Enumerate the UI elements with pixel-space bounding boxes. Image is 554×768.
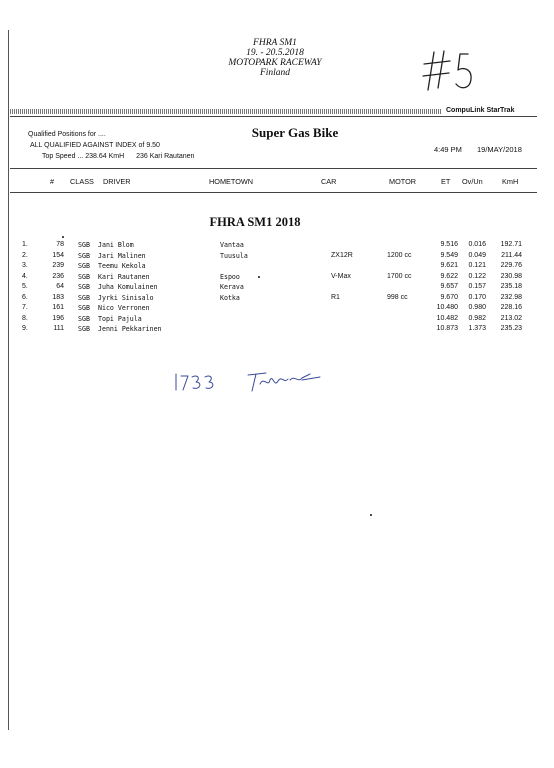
result-pos: 1.: [22, 241, 28, 248]
result-ovun: 0.157: [468, 283, 486, 290]
event-venue: MOTOPARK RACEWAY: [228, 58, 322, 68]
table-row: [0, 282, 554, 292]
result-number: 196: [52, 314, 64, 322]
result-et: 10.873: [436, 325, 458, 332]
col-header-driver: DRIVER: [103, 177, 131, 186]
result-number: 111: [53, 325, 64, 332]
result-class: SGB: [78, 241, 90, 249]
scan-speck: [62, 236, 64, 238]
result-number: 236: [52, 272, 64, 280]
print-time: 4:49 PM: [434, 145, 462, 154]
result-ovun: 0.980: [468, 304, 486, 311]
result-driver: Topi Pajula: [98, 314, 142, 323]
result-number: 64: [56, 283, 64, 290]
top-speed-label: Top Speed ...: [42, 153, 84, 160]
col-header-motor: MOTOR: [389, 177, 417, 186]
result-car: R1: [331, 293, 340, 301]
col-header-et: ET: [441, 177, 451, 186]
result-driver: Teemu Kekola: [98, 262, 146, 270]
top-speed-unit: KmH: [108, 153, 125, 160]
result-motor: 998 cc: [387, 293, 408, 301]
result-pos: 8.: [22, 314, 28, 322]
event-name: FHRA SM1: [253, 38, 297, 48]
result-kmh: 213.02: [500, 314, 522, 322]
result-class: SGB: [78, 262, 90, 270]
result-driver: Jenni Pekkarinen: [98, 325, 162, 333]
result-ovun: 1.373: [468, 325, 486, 332]
result-et: 9.549: [440, 251, 458, 259]
result-class: SGB: [78, 325, 90, 333]
result-car: ZX12R: [331, 251, 353, 259]
table-row: [0, 303, 554, 313]
result-kmh: 229.76: [500, 262, 522, 269]
result-class: SGB: [78, 293, 90, 302]
table-row: [0, 240, 554, 250]
table-row: [0, 324, 554, 334]
result-pos: 3.: [22, 262, 28, 269]
result-kmh: 235.18: [500, 283, 522, 290]
result-class: SGB: [78, 314, 90, 323]
index-label: ALL QUALIFIED AGAINST INDEX of: [30, 142, 145, 149]
col-header-kmh: KmH: [502, 177, 519, 186]
result-et: 10.480: [436, 304, 458, 311]
result-kmh: 211.44: [501, 251, 522, 259]
result-hometown: Kotka: [220, 293, 240, 302]
table-row: [0, 251, 554, 261]
result-number: 154: [52, 251, 64, 259]
result-et: 9.621: [440, 262, 458, 269]
result-pos: 5.: [22, 283, 28, 290]
result-car: V-Max: [331, 272, 351, 280]
header-divider: [10, 116, 537, 117]
result-class: SGB: [78, 283, 90, 291]
result-number: 78: [56, 241, 64, 248]
result-hometown: Vantaa: [220, 241, 244, 249]
result-kmh: 192.71: [500, 241, 522, 248]
handwritten-signature: [170, 366, 340, 396]
result-pos: 2.: [22, 251, 28, 259]
section-title: FHRA SM1 2018: [209, 215, 301, 229]
header-dotted-rule: [10, 109, 442, 114]
table-row: [0, 261, 554, 271]
col-header-num: #: [50, 177, 55, 186]
result-et: 9.670: [440, 293, 458, 301]
result-et: 9.516: [440, 241, 458, 248]
result-driver: Juha Komulainen: [98, 283, 158, 291]
timing-system-label: CompuLink StarTrak: [446, 107, 515, 114]
result-driver: Nico Verronen: [98, 304, 150, 312]
result-kmh: 232.98: [500, 293, 522, 301]
table-row: [0, 293, 554, 303]
col-header-car: CAR: [321, 177, 337, 186]
result-hometown: Tuusula: [220, 251, 248, 260]
result-kmh: 228.16: [500, 304, 522, 311]
result-number: 161: [52, 304, 64, 311]
column-header-bottom-rule: [10, 192, 537, 193]
event-header: [180, 38, 370, 78]
col-header-ovun: Ov/Un: [462, 177, 483, 186]
result-driver: Jari Malinen: [98, 251, 146, 260]
event-country: Finland: [259, 68, 291, 78]
result-class: SGB: [78, 304, 90, 312]
result-driver: Jyrki Sinisalo: [98, 293, 154, 302]
result-number: 183: [52, 293, 64, 301]
table-row: [0, 272, 554, 282]
index-value: 9.50: [146, 142, 160, 149]
result-et: 10.482: [436, 314, 458, 322]
result-motor: 1200 cc: [387, 251, 412, 259]
result-class: SGB: [78, 272, 90, 281]
top-speed-number: 236: [136, 153, 148, 160]
result-ovun: 0.016: [468, 241, 486, 248]
table-row: [0, 314, 554, 324]
qualifying-info: [28, 129, 194, 162]
column-header-top-rule: [10, 168, 537, 169]
result-ovun: 0.170: [468, 293, 486, 301]
result-hometown: Espoo: [220, 272, 240, 281]
class-title: Super Gas Bike: [251, 125, 339, 140]
result-motor: 1700 cc: [387, 272, 412, 280]
event-dates: 19. - 20.5.2018: [246, 48, 304, 58]
result-number: 239: [52, 262, 64, 269]
handwritten-sheet-number: [422, 48, 482, 98]
result-kmh: 230.98: [500, 272, 522, 280]
result-pos: 4.: [22, 272, 28, 280]
col-header-class: CLASS: [70, 177, 94, 186]
scan-speck: [258, 276, 260, 278]
result-ovun: 0.121: [468, 262, 486, 269]
result-driver: Jani Blom: [98, 241, 134, 249]
result-class: SGB: [78, 251, 90, 260]
result-kmh: 235.23: [500, 325, 522, 332]
result-pos: 9.: [22, 325, 28, 332]
result-ovun: 0.982: [468, 314, 486, 322]
result-pos: 7.: [22, 304, 28, 311]
page-edge-rule: [8, 30, 9, 730]
top-speed-value: 238.64: [85, 153, 107, 160]
result-hometown: Kerava: [220, 283, 244, 291]
result-pos: 6.: [22, 293, 28, 301]
result-et: 9.657: [440, 283, 458, 290]
print-date: 19/MAY/2018: [477, 145, 522, 154]
qualified-positions-label: Qualified Positions for ....: [28, 131, 106, 138]
result-ovun: 0.049: [468, 251, 486, 259]
result-et: 9.622: [440, 272, 458, 280]
top-speed-driver: Kari Rautanen: [149, 153, 195, 160]
result-ovun: 0.122: [468, 272, 486, 280]
result-driver: Kari Rautanen: [98, 272, 150, 281]
scan-speck: [370, 514, 372, 516]
col-header-hometown: HOMETOWN: [209, 177, 254, 186]
